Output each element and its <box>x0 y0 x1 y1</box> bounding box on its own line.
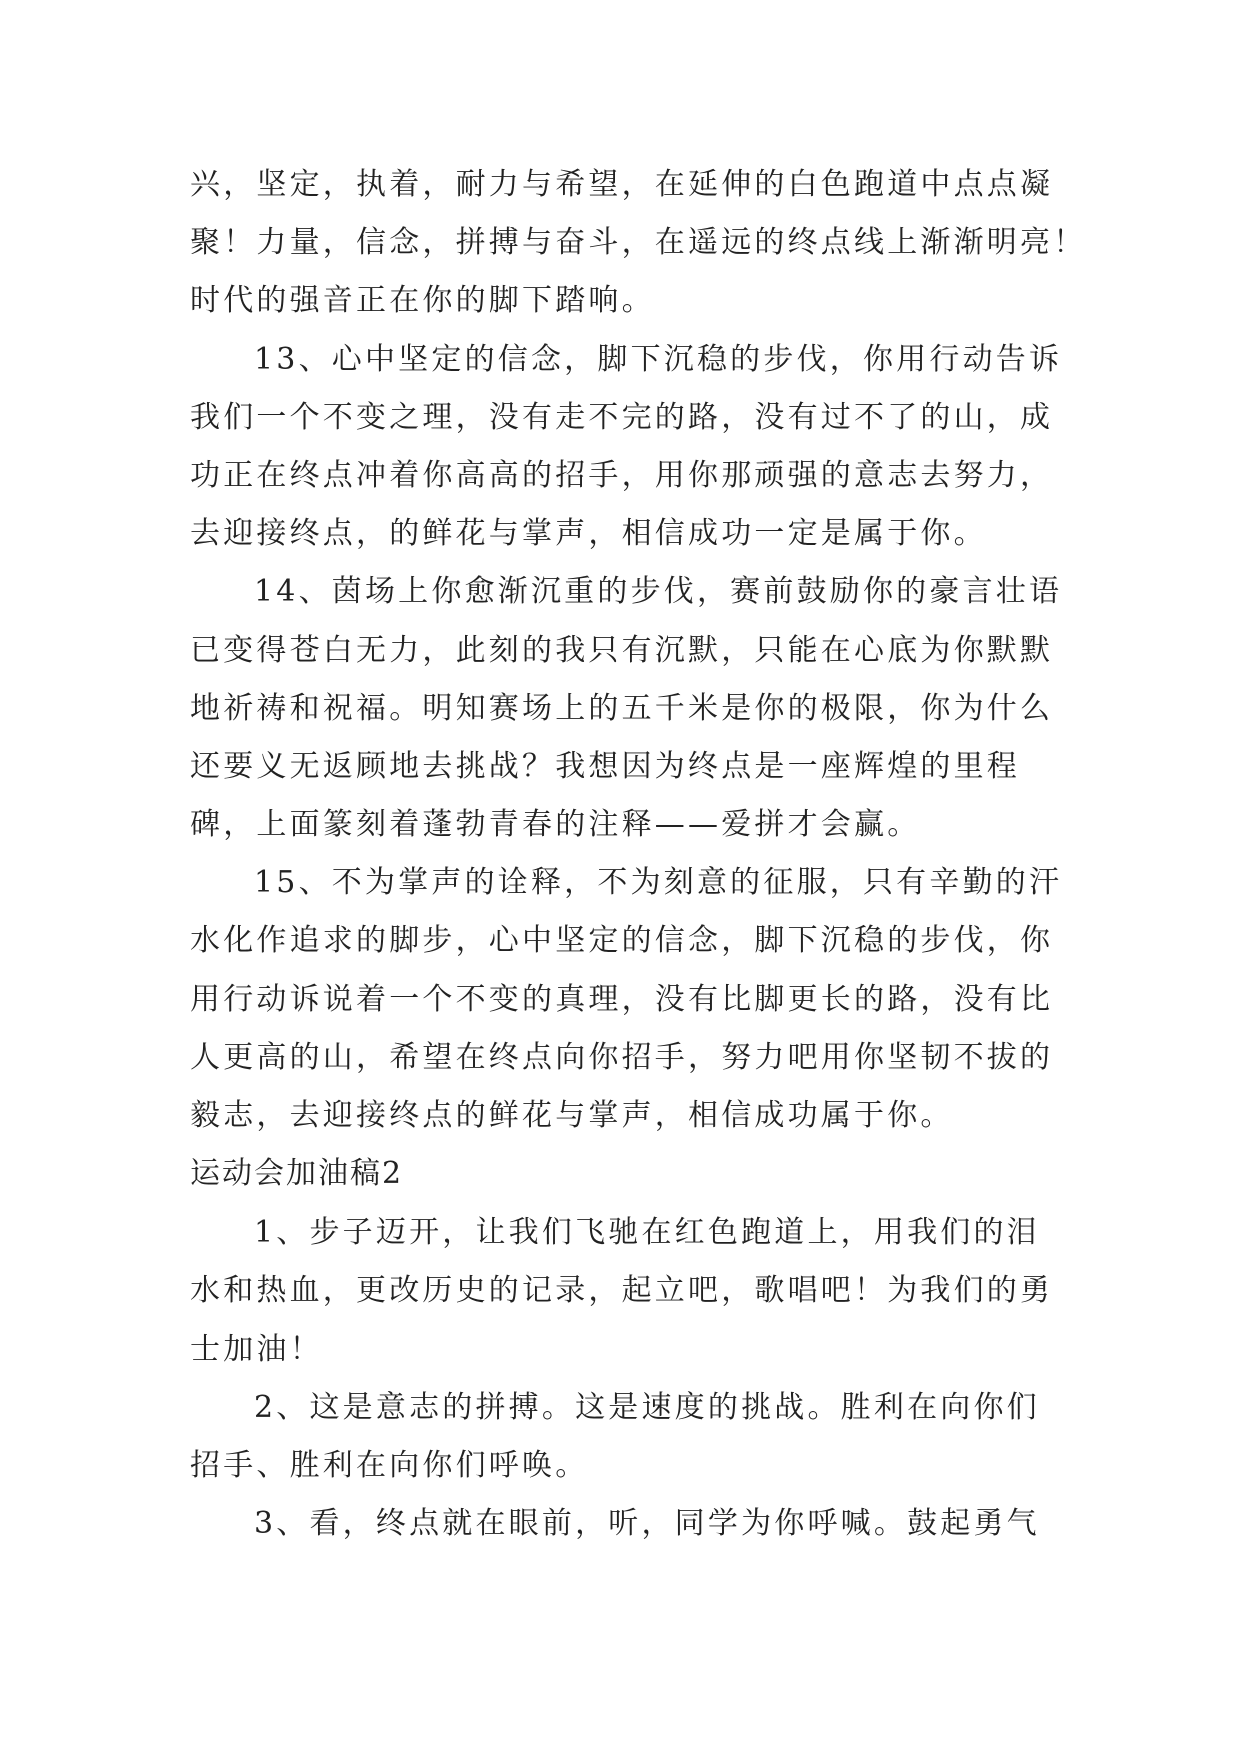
text-line: 去迎接终点，的鲜花与掌声，相信成功一定是属于你。 <box>190 516 987 552</box>
text-line: 3、看，终点就在眼前，听，同学为你呼喊。鼓起勇气 <box>254 1506 1040 1542</box>
text-line: 15、不为掌声的诠释，不为刻意的征服，只有辛勤的汗 <box>254 865 1063 901</box>
text-line: 士加油！ <box>190 1331 323 1367</box>
section-paragraph-1 <box>190 1204 1052 1379</box>
paragraph-14 <box>190 563 1063 854</box>
text-line: 毅志，去迎接终点的鲜花与掌声，相信成功属于你。 <box>190 1098 954 1133</box>
text-line: 用行动诉说着一个不变的真理，没有比脚更长的路，没有比 <box>190 981 1054 1017</box>
text-line: 碑，上面篆刻着蓬勃青春的注释——爱拼才会赢。 <box>190 807 921 843</box>
text-line: 已变得苍白无力，此刻的我只有沉默，只能在心底为你默默 <box>190 632 1054 668</box>
text-line: 招手、胜利在向你们呼唤。 <box>190 1447 589 1483</box>
text-line: 1、步子迈开，让我们飞驰在红色跑道上，用我们的泪 <box>254 1215 1040 1251</box>
text-line: 14、茵场上你愈渐沉重的步伐，赛前鼓励你的豪言壮语 <box>254 574 1063 610</box>
text-line: 13、心中坚定的信念，脚下沉稳的步伐，你用行动告诉 <box>254 341 1063 377</box>
text-line: 2、这是意志的拼搏。这是速度的挑战。胜利在向你们 <box>254 1389 1040 1425</box>
text-line: 我们一个不变之理，没有走不完的路，没有过不了的山，成 <box>190 399 1054 435</box>
text-line: 水化作追求的脚步，心中坚定的信念，脚下沉稳的步伐，你 <box>190 923 1054 959</box>
section-heading: 运动会加油稿2 <box>190 1156 404 1192</box>
paragraph-15 <box>190 854 1063 1145</box>
paragraph-continuation <box>190 156 1087 331</box>
text-line: 水和热血，更改历史的记录，起立吧，歌唱吧！为我们的勇 <box>190 1273 1054 1309</box>
text-line: 地祈祷和祝福。明知赛场上的五千米是你的极限，你为什么 <box>190 690 1054 726</box>
text-line: 时代的强音正在你的脚下踏响。 <box>190 283 655 319</box>
text-line: 还要义无返顾地去挑战？我想因为终点是一座辉煌的里程 <box>190 748 1020 784</box>
section-paragraph-3 <box>190 1495 1052 1553</box>
text-line: 聚！力量，信念，拼搏与奋斗，在遥远的终点线上渐渐明亮！ <box>190 225 1087 261</box>
document-body <box>190 156 1087 1553</box>
text-line: 功正在终点冲着你高高的招手，用你那顽强的意志去努力， <box>190 457 1054 493</box>
section-paragraph-2 <box>190 1379 1052 1495</box>
text-line: 人更高的山，希望在终点向你招手，努力吧用你坚韧不拔的 <box>190 1039 1054 1075</box>
text-line: 兴，坚定，执着，耐力与希望，在延伸的白色跑道中点点凝 <box>190 167 1054 202</box>
paragraph-13 <box>190 331 1063 564</box>
